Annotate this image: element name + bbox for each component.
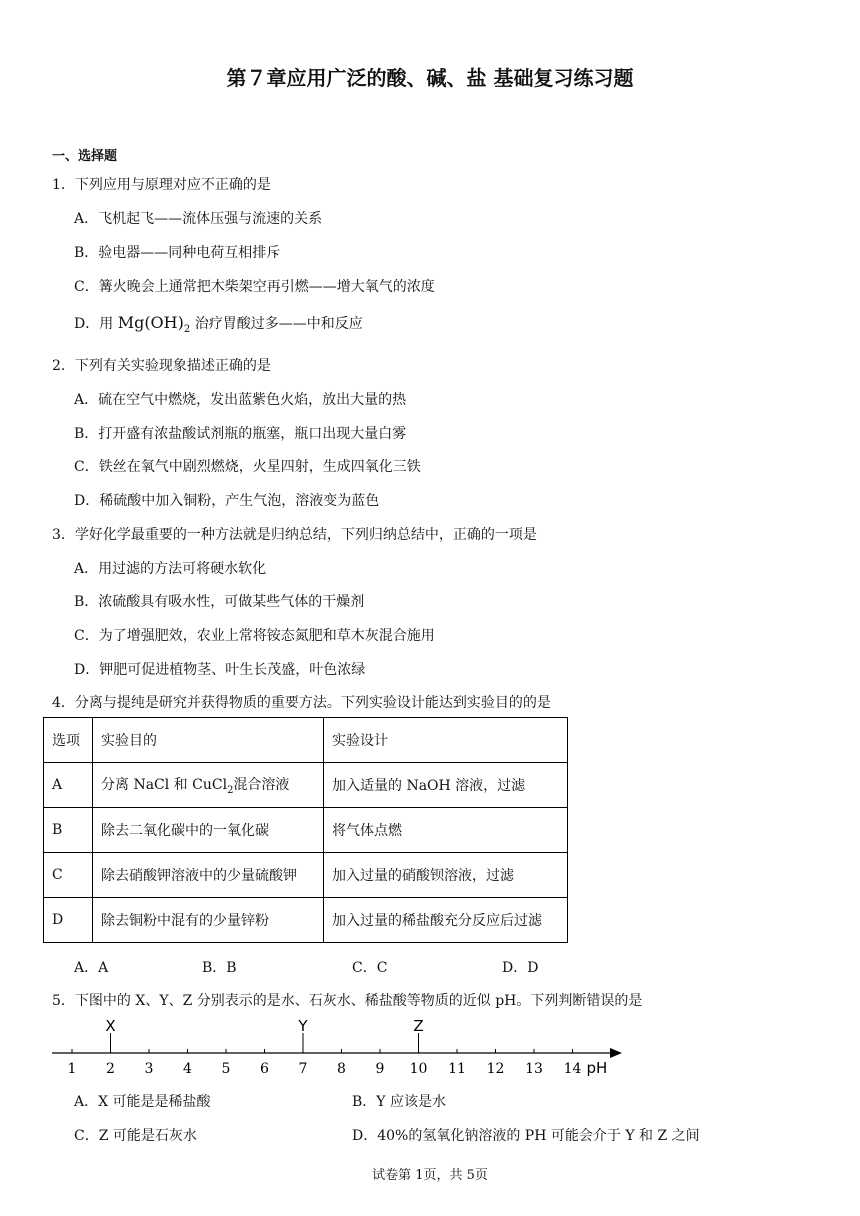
ph-unit-label: pH: [586, 1059, 608, 1077]
ph-marker-label: Y: [298, 1017, 308, 1035]
table-cell: 除去二氧化碳中的一氧化碳: [93, 808, 324, 853]
table-cell: B: [44, 808, 93, 853]
question-4-answer-d: D．D: [502, 960, 539, 976]
question-1-option-a: A．飞机起飞——流体压强与流速的关系: [74, 211, 323, 227]
ph-scale: [40, 1015, 640, 1079]
table-cell: 加入适量的 NaOH 溶液，过滤: [324, 763, 568, 808]
table-cell: A: [44, 763, 93, 808]
option-d-prefix: D．用: [74, 316, 114, 332]
table-cell: C: [44, 853, 93, 898]
section-heading: 一、选择题: [52, 149, 118, 164]
table-row: [44, 808, 568, 853]
question-2-option-d: D．稀硫酸中加入铜粉，产生气泡，溶液变为蓝色: [74, 493, 380, 509]
ph-tick-label: 12: [486, 1061, 505, 1077]
question-5-option-c: C．Z 可能是石灰水: [74, 1128, 197, 1144]
question-3-stem: 3．学好化学最重要的一种方法就是归纳总结，下列归纳总结中，正确的一项是: [52, 527, 537, 543]
table-row: [44, 853, 568, 898]
question-5-option-a: A．X 可能是是稀盐酸: [74, 1094, 211, 1110]
header-option: 选项: [44, 718, 93, 763]
ph-tick-label: 5: [221, 1061, 231, 1077]
ph-tick-label: 10: [409, 1061, 428, 1077]
question-1-option-d: [74, 313, 363, 335]
question-1-option-c: C．篝火晚会上通常把木柴架空再引燃——增大氧气的浓度: [74, 279, 435, 295]
ph-tick-label: 9: [375, 1061, 385, 1077]
experiment-table: [43, 717, 568, 943]
question-3-option-a: A．用过滤的方法可将硬水软化: [74, 561, 267, 577]
option-d-suffix: 治疗胃酸过多——中和反应: [194, 316, 363, 332]
ph-tick-label: 4: [183, 1061, 192, 1077]
page-title: 第７章应用广泛的酸、碱、盐 基础复习练习题: [226, 66, 634, 90]
table-cell: 加入过量的硝酸钡溶液，过滤: [324, 853, 568, 898]
question-4-stem: 4．分离与提纯是研究并获得物质的重要方法。下列实验设计能达到实验目的的是: [52, 695, 551, 711]
table-cell: 将气体点燃: [324, 808, 568, 853]
table-cell: D: [44, 898, 93, 943]
question-4-answer-c: C．C: [352, 960, 388, 976]
table-cell: 分离 NaCl 和 CuCl$_2$混合溶液: [93, 763, 324, 808]
table-cell: 除去铜粉中混有的少量锌粉: [93, 898, 324, 943]
question-5-stem: 5．下图中的 X、Y、Z 分别表示的是水、石灰水、稀盐酸等物质的近似 pH。下列判断错误的是: [52, 993, 643, 1009]
question-2-option-c: C．铁丝在氧气中剧烈燃烧，火星四射，生成四氧化三铁: [74, 459, 421, 475]
question-2-option-b: B．打开盛有浓盐酸试剂瓶的瓶塞，瓶口出现大量白雾: [74, 426, 407, 442]
ph-marker-label: X: [105, 1017, 116, 1035]
table-header-row: [44, 718, 568, 763]
ph-tick-label: 3: [144, 1061, 154, 1077]
question-4-answer-b: B．B: [202, 960, 237, 976]
question-2-stem: 2．下列有关实验现象描述正确的是: [52, 358, 271, 374]
table-cell: 加入过量的稀盐酸充分反应后过滤: [324, 898, 568, 943]
ph-tick-label: 1: [67, 1061, 77, 1077]
table-cell: 除去硝酸钾溶液中的少量硫酸钾: [93, 853, 324, 898]
header-design: 实验设计: [324, 718, 568, 763]
question-3-option-c: C．为了增强肥效，农业上常将铵态氮肥和草木灰混合施用: [74, 628, 435, 644]
ph-tick-label: 11: [448, 1061, 466, 1077]
ph-tick-label: 8: [337, 1061, 346, 1077]
question-5-option-d: D．40%的氢氧化钠溶液的 PH 可能会介于 Y 和 Z 之间: [352, 1128, 700, 1144]
question-2-option-a: A．硫在空气中燃烧，发出蓝紫色火焰，放出大量的热: [74, 392, 407, 408]
ph-marker-label: Z: [413, 1017, 424, 1035]
question-5-option-b: B．Y 应该是水: [352, 1094, 446, 1110]
chem-formula: Mg(OH): [117, 313, 184, 332]
ph-tick-label: 13: [525, 1061, 543, 1077]
page-footer: 试卷第 1页，共 5页: [372, 1168, 488, 1183]
table-row: [44, 763, 568, 808]
question-3-option-b: B．浓硫酸具有吸水性，可做某些气体的干燥剂: [74, 594, 365, 610]
question-1-option-b: B．验电器——同种电荷互相排斥: [74, 245, 281, 261]
question-3-option-d: D．钾肥可促进植物茎、叶生长茂盛，叶色浓绿: [74, 662, 366, 678]
ph-tick-label: 2: [106, 1061, 115, 1077]
table-row: [44, 898, 568, 943]
formula-subscript: 2: [183, 323, 191, 335]
question-1-stem: 1．下列应用与原理对应不正确的是: [52, 177, 271, 193]
ph-tick-label: 14: [563, 1061, 582, 1077]
header-purpose: 实验目的: [93, 718, 324, 763]
ph-tick-label: 7: [298, 1061, 308, 1077]
ph-tick-label: 6: [260, 1061, 269, 1077]
question-4-answer-a: A．A: [74, 960, 109, 976]
